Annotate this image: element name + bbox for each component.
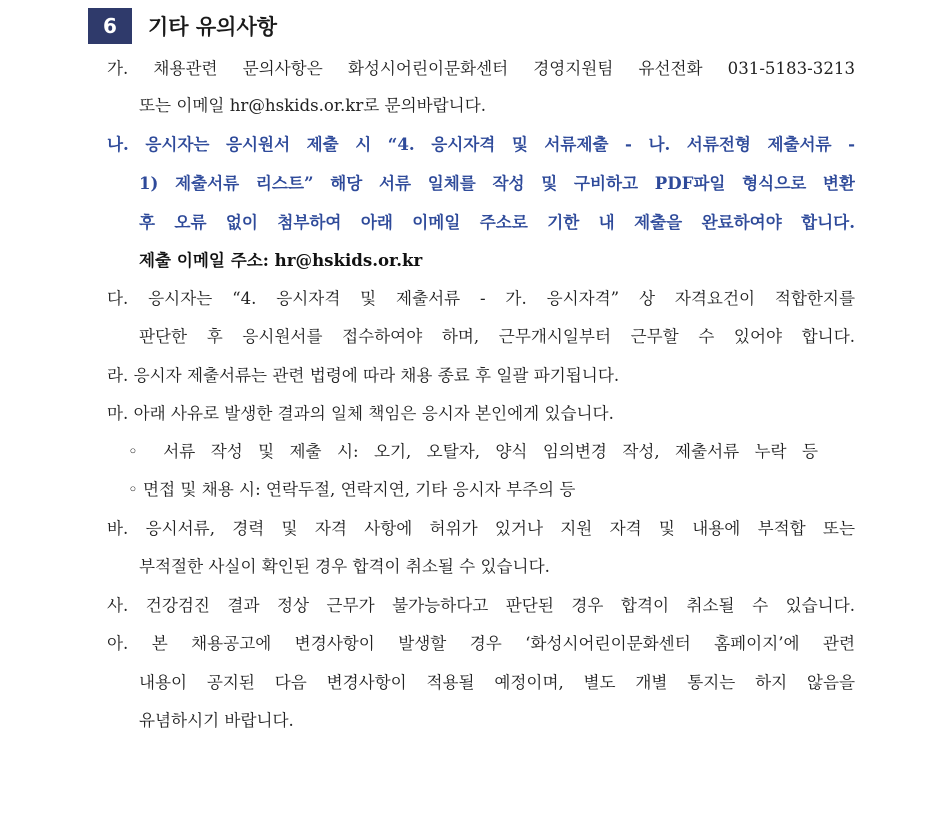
notice-item-na-line2: 1) 제출서류 리스트” 해당 서류 일체를 작성 및 구비하고 PDF파일 형식으로 변환: [139, 173, 855, 193]
section-title: 기타 유의사항: [148, 15, 278, 39]
notice-item-ra: 라. 응시자 제출서류는 관련 법령에 따라 채용 종료 후 일괄 파기됩니다.: [107, 366, 620, 385]
submit-email-address: 제출 이메일 주소: hr@hskids.or.kr: [139, 250, 423, 270]
notice-item-ba-line1: 바. 응시서류, 경력 및 자격 사항에 허위가 있거나 지원 자격 및 내용에 부적합 또는: [107, 519, 855, 538]
notice-item-ma-bullet1: ◦ 서류 작성 및 제출 시: 오기, 오탈자, 양식 임의변경 작성, 제출서류 누락 등: [128, 442, 818, 461]
notice-item-ga-line1: 가. 채용관련 문의사항은 화성시어린이문화센터 경영지원팀 유선전화 031-5183-3213: [107, 59, 855, 78]
notice-item-ma-bullet2: ◦ 면접 및 채용 시: 연락두절, 연락지연, 기타 응시자 부주의 등: [128, 480, 576, 499]
notice-item-na-line1: 나. 응시자는 응시원서 제출 시 “4. 응시자격 및 서류제출 - 나. 서류전형 제출서류 -: [107, 134, 855, 154]
notice-item-ba-line2: 부적절한 사실이 확인된 경우 합격이 취소될 수 있습니다.: [139, 557, 550, 576]
notice-item-ma: 마. 아래 사유로 발생한 결과의 일체 책임은 응시자 본인에게 있습니다.: [107, 404, 614, 423]
notice-item-a-line2: 내용이 공지된 다음 변경사항이 적용될 예정이며, 별도 개별 통지는 하지 않음을: [139, 673, 855, 692]
notice-item-da-line2: 판단한 후 응시원서를 접수하여야 하며, 근무개시일부터 근무할 수 있어야 합니다.: [139, 327, 855, 346]
section-number-badge: 6: [88, 8, 132, 44]
notice-item-na-line3: 후 오류 없이 첨부하여 아래 이메일 주소로 기한 내 제출을 완료하여야 합니다.: [139, 212, 855, 232]
notice-item-a-line3: 유념하시기 바랍니다.: [139, 711, 294, 730]
notice-item-sa: 사. 건강검진 결과 정상 근무가 불가능하다고 판단된 경우 합격이 취소될 수 있습니다.: [107, 596, 855, 615]
notice-item-ga-line2: 또는 이메일 hr@hskids.or.kr로 문의바랍니다.: [139, 96, 487, 115]
section-header: [88, 8, 277, 44]
notice-item-da-line1: 다. 응시자는 “4. 응시자격 및 제출서류 - 가. 응시자격” 상 자격요건이 적합한지를: [107, 289, 855, 308]
notice-item-a-line1: 아. 본 채용공고에 변경사항이 발생할 경우 ‘화성시어린이문화센터 홈페이지’에 관련: [107, 634, 855, 653]
